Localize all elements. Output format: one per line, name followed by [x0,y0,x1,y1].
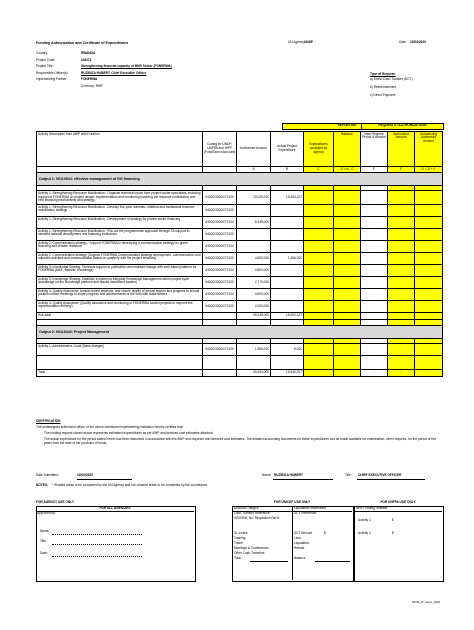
reporting-header: REPORTING [282,123,412,130]
accepted-cell [304,288,334,300]
outstanding-cell [415,216,443,228]
activity-desc: Activity 3: Knowledge Sharing: Technical support to publication and maintain linkage with web-based platform for FONERWA (M&E, website, knowledge) [37,264,203,276]
new-request-cell [361,191,388,205]
letter-g: G = D + F [415,167,443,173]
activity-code: 04000/30000/72100 [203,240,237,252]
output1-row [37,173,443,186]
info-value: RUZIBIZA HUBERT, Chief Executive Officer [81,70,147,75]
authorized-amount: - [237,240,271,252]
info-label: Responsible Officer(s): [36,70,69,75]
activity-desc: Activity 1: Strengthening Resource Mobilization : Development of strategy for private sector financing [37,216,203,228]
balance-cell [334,343,361,355]
agency-date-label: Date: [40,551,48,555]
activity-code: 04000/30000/72100 [203,252,237,264]
total-row [37,369,443,376]
col-balance: Balance [334,132,361,167]
activity-desc: Activity 2: Communication strategy (Support FONERWA Communication strategy development, communication and outreach activities and communication-based on quarterly with the project sessions) [37,252,203,264]
activity-row [37,300,443,312]
unfpa-activity1-label: Activity 1 [358,518,371,522]
blank-cell [334,312,361,319]
date-submitted-value: 22/06/2020 [77,473,93,477]
agency-name-field[interactable] [52,530,142,535]
auth2-cell [388,240,415,252]
name-label: Name: [262,473,272,477]
auth2-cell [388,191,415,205]
col-new-request: New Request Period & Amount [361,132,388,167]
accepted-cell [304,204,334,216]
sl-codes-label: SL codes: [234,531,249,535]
activity-row [37,216,443,228]
blank-cell [415,369,443,376]
certification-intro: The undersigned authorized officer of the above-mentioned implementing institution hereby certifies that: [36,425,184,429]
auth2-cell [388,204,415,216]
info-value: Strengthening financial capacity of BNR Sector (FONERWA) [81,64,172,68]
activity-row [37,264,443,276]
certification-point-2: The actual expenditure for the period stated herein has been disbursed in accordance with the AWP and requests with itemized cost estimates. The detailed accounting documents for these expenditures can be made available for examination, when required, for the period of five years from the date of the provision of funds. [44,437,437,445]
col-outstanding: Outstanding Authorised Amount [415,132,443,167]
blank-cell [334,355,361,369]
actual-expenditure: - [271,228,304,240]
auth2-cell [388,288,415,300]
new-request-cell [361,343,388,355]
request-option-dct[interactable]: a) Direct Cash Transfer (DCT) [370,77,413,82]
letter-f: F [388,167,415,173]
unfpa-header: FOR UNFPA USE ONLY [380,500,416,504]
actual-expenditure: 1,466,000 [271,252,304,264]
blank-cell [388,355,415,369]
balance-cell [334,204,361,216]
accepted-cell [304,300,334,312]
outstanding-cell [415,343,443,355]
blank-cell [37,355,203,369]
blank-cell [271,355,304,369]
info-row [36,85,286,92]
blank-cell [237,355,271,369]
authorized-amount: 2,770,000 [237,276,271,288]
activity-code: 04000/30000/72100 [203,343,237,355]
blank-cell [203,312,237,319]
auth2-cell [388,252,415,264]
info-value: Currency: RWF [81,83,103,88]
blank-cell [388,312,415,319]
liquidation-label: Liquidation [294,541,310,545]
blank-cell [203,355,237,369]
activity-code: 04000/30000/72100 [203,288,237,300]
title-label: Title: [345,473,352,477]
actual-expenditure: 5,000 [271,343,304,355]
agency-name-label: Name: [40,529,50,533]
new-request-cell [361,276,388,288]
activity-desc: Activity 1: Administrative Costs (Bank charges) [37,343,203,355]
authorized-amount: 20,029,000 [237,191,271,205]
balance-cell [334,300,361,312]
actual-expenditure: 15,454,227 [271,191,304,205]
total-b: 16,940,227 [271,369,304,376]
output1-label: Output 1: 00113544: effective management of GG financing [37,173,443,186]
actual-expenditure: - [271,276,304,288]
authorized-amount: 1,365,000 [237,343,271,355]
balance-cell [334,288,361,300]
footer-code: FACE_IP_report_2020 [412,600,441,604]
date-value: 22/06/2020 [410,40,426,44]
unfpa-dollar-2: $ [392,531,394,535]
request-option-reimbursement[interactable]: b) Reimbursement [370,84,397,89]
activity-desc: Activity 2: Communication strategy : Support FONERWA in developing a communication strategy on green financing and climate resilience [37,240,203,252]
new-request-cell [361,204,388,216]
outstanding-cell [415,288,443,300]
balance-cell [334,264,361,276]
less-label: Less: [294,536,302,540]
agency-date-field[interactable] [52,552,142,557]
total-a: 49,434,000 [237,369,271,376]
auth2-cell [388,276,415,288]
agency-use-header: FOR AGENCY USE ONLY [36,500,74,504]
divider [36,511,194,512]
balance-cell [334,216,361,228]
agency-title-field[interactable] [52,540,142,545]
output2-row [37,325,443,338]
account-charges-label: Account Charges [234,506,259,510]
authorized-amount: - [237,228,271,240]
form-title: Funding Authorization and Certificate of Expenditures [36,41,129,45]
blank-cell [361,312,388,319]
name-value: RUZIBIZA HUBERT [274,473,303,477]
actual-expenditure: - [271,240,304,252]
un-agency-label: UN Agency: [288,40,305,44]
info-value: 116274 [81,57,92,62]
authorized-amount: 2,000,000 [237,300,271,312]
outstanding-cell [415,240,443,252]
new-request-cell [361,300,388,312]
training-label: Training [234,536,246,540]
certification-point-1: The funding request shown above represents estimated expenditures as per AWP and itemized cost estimates attached. [44,431,214,435]
activity-desc: Activity 1: Strengthening Resource Mobilization : Roll-out the programmatic approach through TA support to selected national development and financing institutions [37,228,203,240]
new-request-cell [361,252,388,264]
auth2-cell [388,228,415,240]
activity-desc: Activity 3: Knowledge Sharing: Establish a system to integrate Knowledge Management within project cycle (knowledge on the knowledge platform and results dashboard system) [37,276,203,288]
actual-expenditure: - [271,288,304,300]
new-request-cell [361,216,388,228]
unicef-total-label: Total [234,556,241,560]
info-value: FONERWA [81,77,98,81]
activity-row [37,228,443,240]
balance-cell [334,252,361,264]
letter-c: C [304,167,334,173]
auth2-cell [388,216,415,228]
activity-code: 04000/30000/72100 [203,300,237,312]
blank-cell [304,369,334,376]
outstanding-cell [415,300,443,312]
blank-cell [203,369,237,376]
letter-d: D = A - C [334,167,361,173]
date-submitted-label: Date Submitted: [36,473,59,477]
blank-cell [334,369,361,376]
activity-row [37,204,443,216]
authorized-amount: 4,600,000 [237,252,271,264]
balance-cell [334,191,361,205]
new-funding-label: New Funding Release [356,506,388,510]
authorized-amount: 4,800,000 [237,264,271,276]
actual-expenditure: - [271,204,304,216]
new-request-cell [361,288,388,300]
column-header-row [37,132,443,167]
outstanding-cell [415,252,443,264]
col-coding: Coding for UNDP, UNFPA and WFP (Fund/Donor/Account) [203,132,237,167]
subtotal-b: 16,920,227 [271,312,304,319]
activity-code: 04000/30000/72100 [203,276,237,288]
requests-header: REQUESTS / AUTHORIZATIONS [361,123,444,130]
activity-row [37,191,443,205]
balance-cell [334,240,361,252]
blank-cell [415,355,443,369]
activity-desc: Activity 4: Quality Assurance: (Quality assurance and monitoring of FONERWA funded projects to improve the implementation delivery) [37,300,203,312]
output2-label: Output 2: 00119440: Project Management [37,325,443,338]
outstanding-cell [415,276,443,288]
info-label [36,85,81,92]
notes-label: NOTES: [36,483,49,487]
balance-cell [334,228,361,240]
activity-code: 04000/30000/72100 [203,204,237,216]
auth2-cell [388,300,415,312]
activity-desc: Activity 1: Strengthening Resource Mobilization : Develop five-year domestic, bilateral and multilateral resource mobilization strategy [37,204,203,216]
spacer-row [37,355,443,369]
col-authorized: Authorised Amount [237,132,271,167]
title-underline [357,479,425,480]
new-request-cell [361,240,388,252]
request-option-direct-payment[interactable]: c) Direct Payment [370,92,396,97]
total-label: Total [37,369,203,376]
accepted-cell [304,191,334,205]
activity-row [37,276,443,288]
date-label: Date: [399,40,407,44]
certification-title: CERTIFICATION [36,419,61,423]
authorized-amount: - [237,204,271,216]
unicef-balance-field[interactable] [315,557,350,562]
expenditure-table [36,131,443,377]
agency-title-label: Title: [40,539,47,543]
title-value: CHIEF EXECUTIVE OFFICER [358,473,402,477]
unicef-header: FOR UNICEF USE ONLY [273,500,311,504]
activity-code: 04000/30000/72100 [203,191,237,205]
letter-e: E [361,167,388,173]
divider [354,511,442,512]
activity-row [37,240,443,252]
info-value: RWANDA [81,51,96,55]
accepted-cell [304,343,334,355]
name-underline [273,479,333,480]
info-label: Project Code: [36,57,56,62]
subtotal-a: 49,249,000 [237,312,271,319]
activity-row [37,343,443,355]
dollar-sign: $ [324,531,326,535]
outstanding-cell [415,264,443,276]
col-auth2: Authorised Amount [388,132,415,167]
authorized-amount: 4,600,000 [237,288,271,300]
total-f: - [388,369,415,376]
dct-ref-label: DCT Reference: [294,511,317,515]
accepted-cell [304,276,334,288]
total-e: - [361,369,388,376]
liquidation-info-label: Liquidation information [294,506,327,510]
meetings-label: Meetings & Conferences [234,546,269,550]
accepted-cell [304,252,334,264]
accepted-cell [304,264,334,276]
refund-label: Refund [294,546,305,550]
request-type [370,73,413,97]
balance-cell [334,276,361,288]
col-accepted: Expenditures accepted by Agency [304,132,334,167]
unicef-total-field[interactable] [250,557,288,562]
outstanding-cell [415,191,443,205]
date-underline [77,479,132,480]
blank-cell [415,312,443,319]
grant-ref-label: GRG/Ref. No. Requisition Ref #: [234,516,280,520]
activity-row [37,252,443,264]
auth2-cell [388,264,415,276]
col-actual: Actual Project Expenditure [271,132,304,167]
activity-code: 04000/30000/72100 [203,228,237,240]
unfpa-activity2-label: Activity 2 [358,531,371,535]
subtotal-label: Sub-total [37,312,203,319]
subtotal-row [37,312,443,319]
actual-expenditure: - [271,216,304,228]
notes-text: * Shaded areas to be completed by the UN Agency and non-shaded areas to be completed by the counterpart. [52,483,208,487]
project-info [36,52,286,91]
all-agencies-label: FOR ALL AGENCIES [99,506,131,510]
balance-label: Balance [294,556,306,560]
col-activity: Activity Description from AWP with Duration [37,132,203,167]
activity-code: 04000/30000/72100 [203,264,237,276]
info-label: Implementing Partner: [36,77,68,81]
info-label: Country: [36,51,49,55]
auth2-cell [388,343,415,355]
accepted-cell [304,240,334,252]
other-label: Other Cash Transfers [234,551,265,555]
cash-transfer-label: Cash Transfer Reference: [234,511,271,515]
dct-amount-label: DCT Amount [294,531,313,535]
activity-desc: Activity 1: Strengthening Resource Mobilization : Organise technical inputs from project holder specialists, including support to FONERWA on project design, implementation and monitoring involving the resource mobilization and new financing mechanisms and strategy. [37,191,203,205]
blank-cell [361,355,388,369]
new-request-cell [361,264,388,276]
un-agency-value: UNDP [304,40,314,44]
blank-cell [304,355,334,369]
authorized-amount: 6,345,000 [237,216,271,228]
outstanding-cell [415,204,443,216]
activity-row [37,288,443,300]
activity-desc: Activity 4: Quality Assurance: Annual review sessions, and ensure quality of annual reports and progress to annual portfolio review meetings to share progress and achievements of the fund with stakeholders [37,288,203,300]
blank-cell [304,312,334,319]
activity-code: 04000/30000/72100 [203,216,237,228]
request-type-title: Type of Request: [370,72,396,76]
letter-a: A [237,167,271,173]
actual-expenditure: - [271,300,304,312]
unfpa-dollar-1: $ [392,518,394,522]
new-request-cell [361,228,388,240]
info-label: Project Title: [36,64,54,68]
approved-by-label: Approved by: [37,511,56,515]
travel-label: Travel [234,541,243,545]
accepted-cell [304,216,334,228]
divider [292,506,293,580]
letter-b: B [271,167,304,173]
actual-expenditure: - [271,264,304,276]
outstanding-cell [415,228,443,240]
accepted-cell [304,228,334,240]
